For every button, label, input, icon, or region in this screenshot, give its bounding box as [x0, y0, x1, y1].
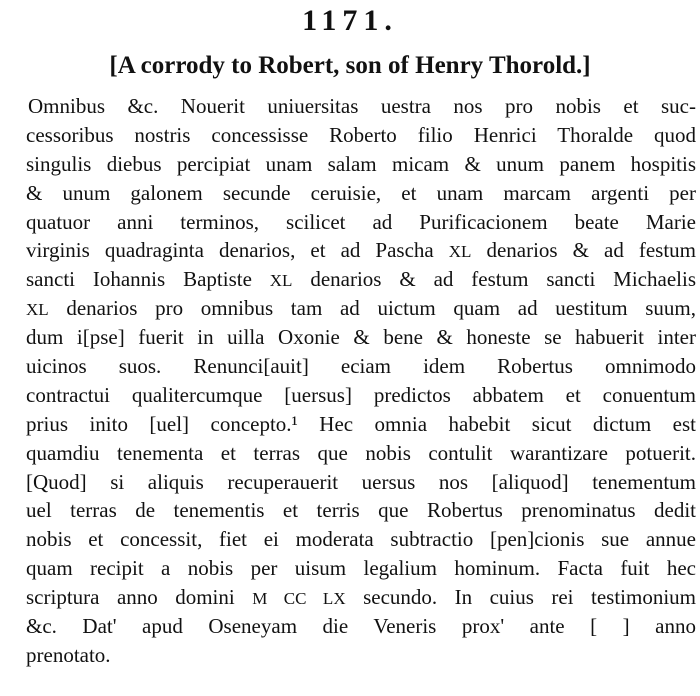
- body-line: quam recipit a nobis per uisum legalium hominum. Facta fuit hec: [26, 556, 696, 581]
- body-line: prenotato.: [26, 642, 111, 667]
- body-line: uicinos suos. Renunci[auit] eciam idem Robertus omnimodo: [26, 354, 696, 379]
- body-line: uel terras de tenementis et terris que Robertus prenominatus dedit: [26, 498, 696, 523]
- body-line: & unum galonem secunde ceruisie, et unam marcam argenti per: [26, 180, 696, 205]
- body-text: [26, 92, 696, 670]
- body-line: [Quod] si aliquis recuperauerit uersus nos [aliquod] tenementum: [26, 469, 696, 494]
- body-line: dum i[pse] fuerit in uilla Oxonie & bene & honeste se habuerit inter: [26, 325, 696, 350]
- body-line: quamdiu tenementa et terras que nobis contulit warantizare potuerit.: [26, 440, 696, 465]
- body-line: singulis diebus percipiat unam salam micam & unum panem hospitis: [26, 151, 696, 176]
- body-line: virginis quadraginta denarios, et ad Pascha XL denarios & ad festum: [26, 238, 696, 263]
- body-line: quatuor anni terminos, scilicet ad Purificacionem beate Marie: [26, 209, 696, 234]
- body-line: XL denarios pro omnibus tam ad uictum quam ad uestitum suum,: [26, 296, 696, 321]
- body-line: contractui qualitercumque [uersus] predictos abbatem et conuentum: [26, 382, 696, 407]
- body-line: Omnibus &c. Nouerit uniuersitas uestra nos pro nobis et suc-: [28, 94, 696, 118]
- body-line: cessoribus nostris concessisse Roberto filio Henrici Thoralde quod: [26, 122, 696, 147]
- body-line: nobis et concessit, fiet ei moderata subtractio [pen]cionis sue annue: [26, 527, 696, 552]
- entry-number: 1171.: [302, 4, 398, 37]
- body-line: &c. Dat' apud Oseneyam die Veneris prox' ante [ ] anno: [26, 614, 696, 639]
- body-line: sancti Iohannis Baptiste XL denarios & ad festum sancti Michaelis: [26, 267, 696, 292]
- body-line: prius inito [uel] concepto.¹ Hec omnia habebit sicut dictum est: [26, 411, 696, 436]
- entry-heading: [A corrody to Robert, son of Henry Thorold.]: [109, 52, 591, 79]
- body-line: scriptura anno domini M CC LX secundo. In cuius rei testimonium: [26, 585, 696, 610]
